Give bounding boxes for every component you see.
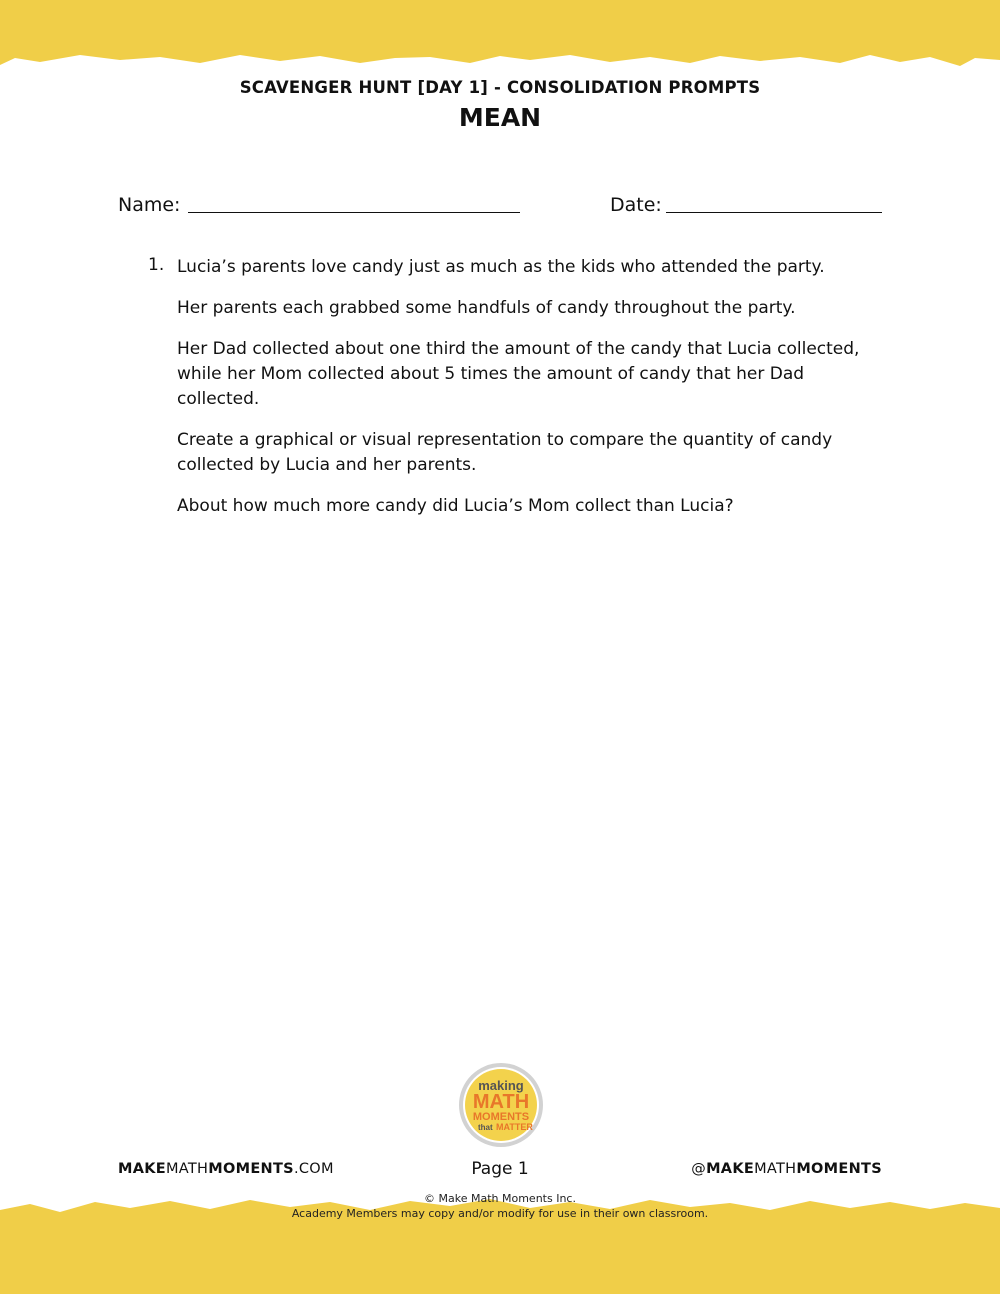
top-decorative-band <box>0 0 1000 80</box>
svg-text:MOMENTS: MOMENTS <box>472 1111 530 1123</box>
question-paragraph: Her parents each grabbed some handfuls of candy throughout the party. <box>177 298 796 318</box>
svg-text:MATTER: MATTER <box>496 1122 533 1132</box>
question-paragraph: About how much more candy did Lucia’s Mom collect than Lucia? <box>177 496 734 516</box>
question-paragraph: Her Dad collected about one third the amount of the candy that Lucia collected, while her Mom collected about 5 times the amount of candy that her Dad collected. <box>177 339 860 409</box>
footer-left-com: .COM <box>293 1161 334 1177</box>
footer-right-make: MAKE <box>706 1161 755 1177</box>
date-field-line[interactable] <box>666 212 882 213</box>
make-math-moments-logo <box>458 1062 544 1148</box>
worksheet-subtitle: SCAVENGER HUNT [DAY 1] - CONSOLIDATION PROMPTS <box>239 78 761 97</box>
name-label: Name: <box>118 194 181 216</box>
footer-right-math: MATH <box>754 1161 797 1177</box>
footer-left-moments: MOMENTS <box>208 1161 294 1177</box>
copyright-notice <box>0 1191 1000 1221</box>
footer-left-make: MAKE <box>118 1161 166 1177</box>
name-field-line[interactable] <box>188 212 520 213</box>
footer-right-moments: MOMENTS <box>796 1161 882 1177</box>
date-label: Date: <box>610 194 662 216</box>
copyright-line: © Make Math Moments Inc. <box>424 1192 576 1205</box>
license-line: Academy Members may copy and/or modify for use in their own classroom. <box>291 1207 709 1220</box>
svg-text:MATH: MATH <box>472 1091 530 1113</box>
svg-text:making: making <box>478 1078 524 1093</box>
question-paragraph: Create a graphical or visual representation to compare the quantity of candy collected by Lucia and her parents. <box>177 430 833 475</box>
svg-text:that: that <box>478 1123 493 1132</box>
question-body <box>177 255 867 535</box>
footer-left-math: MATH <box>166 1161 209 1177</box>
footer-right-at: @ <box>691 1161 707 1177</box>
page-number: Page 1 <box>471 1159 529 1179</box>
question-paragraph: Lucia’s parents love candy just as much as the kids who attended the party. <box>177 257 825 277</box>
question-number: 1. <box>148 255 165 275</box>
social-handle[interactable] <box>691 1161 882 1177</box>
worksheet-title: MEAN <box>458 103 542 132</box>
